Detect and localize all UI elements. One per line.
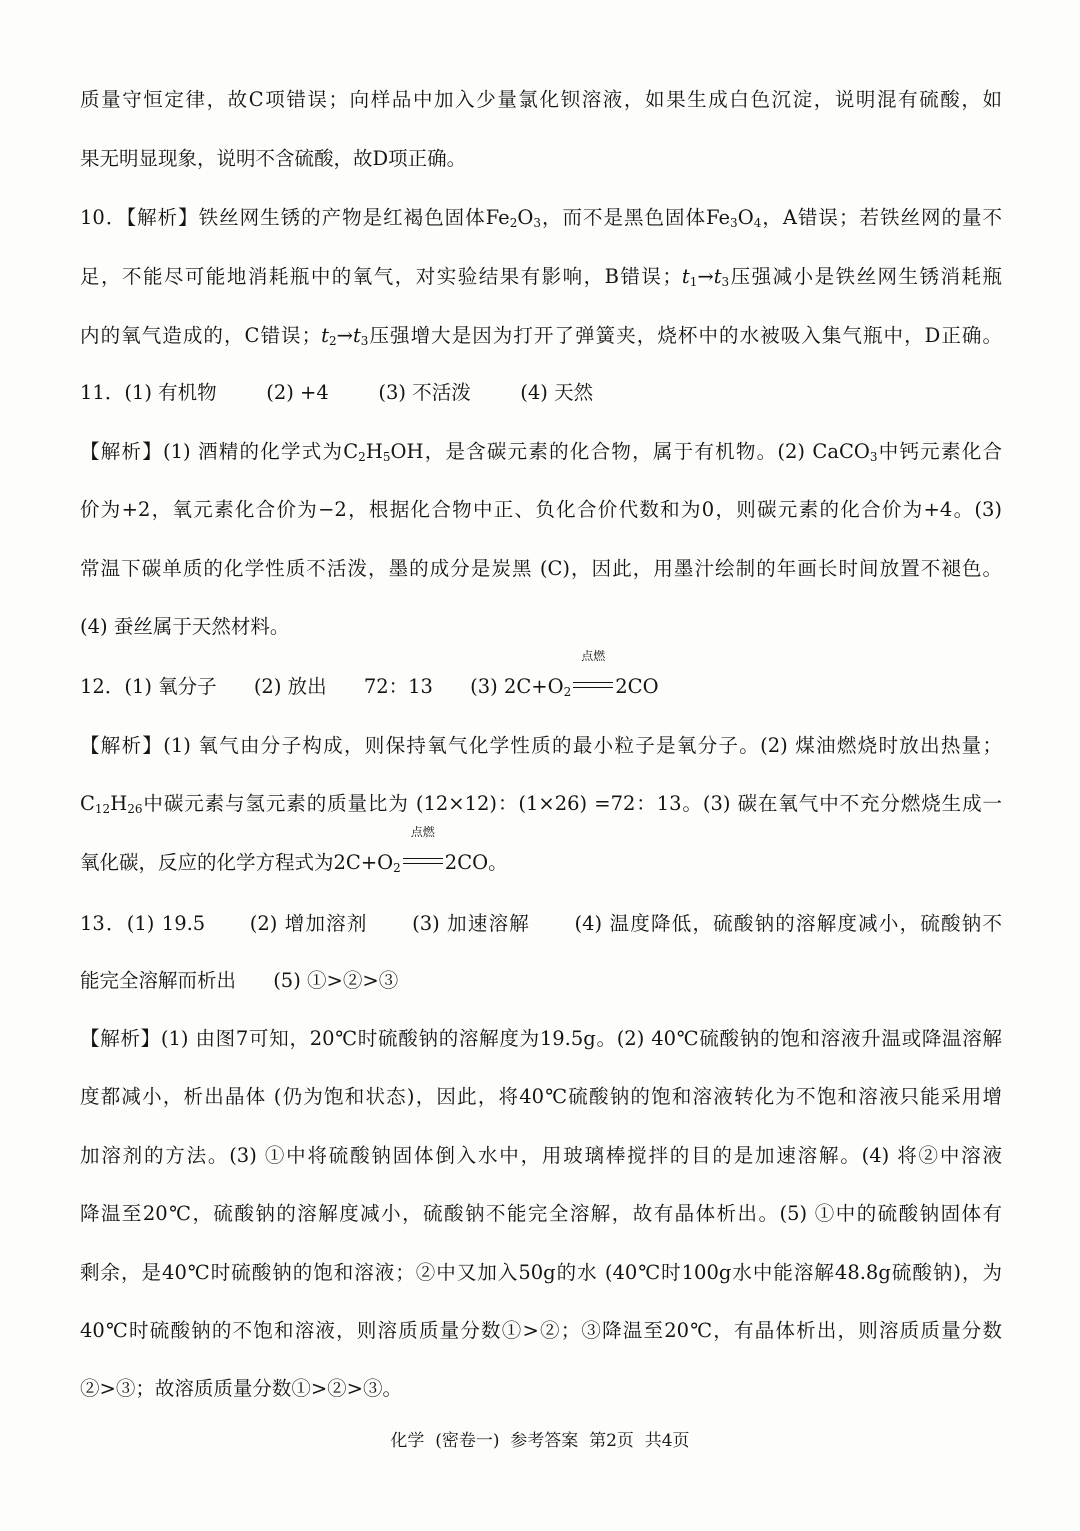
text-line: 加溶剂的方法。(3) ①中将硫酸钠固体倒入水中，用玻璃棒搅拌的目的是加速溶解。(4) 将②中溶液 [80, 1144, 1002, 1167]
answer-10-line-3: 内的氧气造成的，C错误；$t_2\to t_3$压强增大是因为打开了弹簧夹，烧杯中的水被吸入集气瓶中，D正确。 [80, 324, 1002, 348]
text-line: 降温至20℃，硫酸钠的溶解度减小，硫酸钠不能完全溶解，故有晶体析出。(5) ①中的硫酸钠固体有 [80, 1202, 1002, 1225]
answer-10-line-2: 足，不能尽可能地消耗瓶中的氧气，对实验结果有影响，B错误；$t_1\to t_3$压强减小是铁丝网生锈消耗瓶 [80, 265, 1002, 289]
answer-10-line-1: 10．【解析】铁丝网生锈的产物是红褐色固体$Fe_2O_3$，而不是黑色固体$Fe_3O_4$，A错误；若铁丝网的量不 [80, 206, 1002, 230]
text-line: (4) 蚕丝属于天然材料。 [80, 615, 290, 638]
text-line: ②>③；故溶质质量分数①>②>③。 [80, 1377, 403, 1400]
answer-12-analysis-line-3: 氧化碳，反应的化学方程式为$2C+O_2$ 点燃 2CO。 [80, 843, 1002, 883]
text-line: 价为+2，氧元素化合价为−2，根据化合物中正、负化合价代数和为0，则碳元素的化合价为+4。(3) [80, 498, 1002, 521]
answer-12-key: 12．(1) 氧分子 (2) 放出 72：13 (3) $2C+O_2$ 点燃 2CO [80, 667, 1002, 707]
answer-13-key-line-1: 13．(1) 19.5 (2) 增加溶剂 (3) 加速溶解 (4) 温度降低，硫酸钠的溶解度减小，硫酸钠不 [80, 912, 1002, 935]
text-line: 果无明显现象，说明不含硫酸，故D项正确。 [80, 147, 467, 170]
text-line: 【解析】(1) 由图7可知，20℃时硫酸钠的溶解度为19.5g。(2) 40℃硫酸钠的饱和溶液升温或降温溶解 [80, 1027, 1002, 1050]
text-line: 40℃时硫酸钠的不饱和溶液，则溶质质量分数①>②；③降温至20℃，有晶体析出，则溶质质量分数 [80, 1319, 1002, 1342]
answer-13-key-line-2: 能完全溶解而析出 (5) ①>②>③ [80, 969, 399, 992]
reaction-condition-arrow: 点燃 [573, 667, 613, 707]
text-line: 质量守恒定律，故C项错误；向样品中加入少量氯化钡溶液，如果生成白色沉淀，说明混有硫酸，如 [80, 88, 1002, 111]
reaction-condition-arrow: 点燃 [403, 843, 443, 883]
text-line: 【解析】(1) 氧气由分子构成，则保持氧气化学性质的最小粒子是氧分子。(2) 煤油燃烧时放出热量； [80, 734, 1002, 757]
answer-12-analysis-line-2: $C_{12}H_{26}$中碳元素与氢元素的质量比为 (12×12)：(1×26) =72：13。(3) 碳在氧气中不充分燃烧生成一 [80, 792, 1002, 816]
text-line: 度都减小，析出晶体 (仍为饱和状态)，因此，将40℃硫酸钠的饱和溶液转化为不饱和溶液只能采用增 [80, 1085, 1002, 1108]
page-footer: 化学 (密卷一) 参考答案 第2页 共4页 [390, 1431, 690, 1451]
answer-11-key: 11．(1) 有机物 (2) +4 (3) 不活泼 (4) 天然 [80, 381, 594, 404]
text-line: 剩余，是40℃时硫酸钠的饱和溶液；②中又加入50g的水 (40℃时100g水中能溶解48.8g硫酸钠)，为 [80, 1261, 1002, 1284]
text-line: 常温下碳单质的化学性质不活泼，墨的成分是炭黑 (C)，因此，用墨汁绘制的年画长时间放置不褪色。 [80, 557, 1002, 580]
answer-11-analysis-line-1: 【解析】(1) 酒精的化学式为$C_2H_5OH$，是含碳元素的化合物，属于有机物。(2) CaCO$_3$中钙元素化合 [80, 440, 1002, 464]
